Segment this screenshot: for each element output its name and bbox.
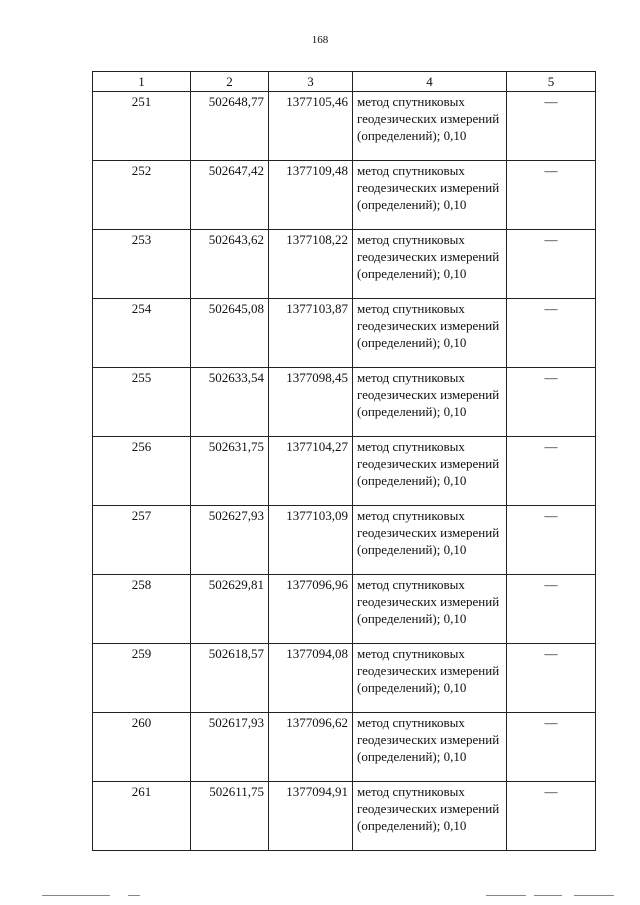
y-coordinate-cell: 1377103,87	[269, 299, 353, 368]
method-cell: метод спутниковых геодезических измерений (определений); 0,10	[353, 161, 507, 230]
y-coordinate-cell: 1377109,48	[269, 161, 353, 230]
x-coordinate-cell: 502611,75	[191, 782, 269, 851]
point-number-cell: 259	[93, 644, 191, 713]
y-coordinate-cell: 1377108,22	[269, 230, 353, 299]
note-cell	[507, 299, 596, 368]
header-col-1: 1	[93, 72, 191, 92]
header-col-5: 5	[507, 72, 596, 92]
method-cell: метод спутниковых геодезических измерений (определений); 0,10	[353, 368, 507, 437]
table-row	[93, 92, 596, 161]
point-number-cell: 253	[93, 230, 191, 299]
method-cell: метод спутниковых геодезических измерений (определений); 0,10	[353, 575, 507, 644]
note-cell	[507, 506, 596, 575]
note-cell	[507, 368, 596, 437]
note-dash: —	[544, 508, 558, 523]
method-cell: метод спутниковых геодезических измерений (определений); 0,10	[353, 299, 507, 368]
point-number-cell: 254	[93, 299, 191, 368]
y-coordinate-cell: 1377098,45	[269, 368, 353, 437]
table-row	[93, 230, 596, 299]
x-coordinate-cell: 502627,93	[191, 506, 269, 575]
method-cell: метод спутниковых геодезических измерений (определений); 0,10	[353, 644, 507, 713]
header-col-2: 2	[191, 72, 269, 92]
note-dash: —	[544, 715, 558, 730]
x-coordinate-cell: 502617,93	[191, 713, 269, 782]
point-number-cell: 260	[93, 713, 191, 782]
y-coordinate-cell: 1377094,08	[269, 644, 353, 713]
method-cell: метод спутниковых геодезических измерений (определений); 0,10	[353, 92, 507, 161]
note-dash: —	[544, 784, 558, 799]
method-cell: метод спутниковых геодезических измерений (определений); 0,10	[353, 437, 507, 506]
header-col-3: 3	[269, 72, 353, 92]
note-cell	[507, 230, 596, 299]
x-coordinate-cell: 502647,42	[191, 161, 269, 230]
point-number-cell: 261	[93, 782, 191, 851]
point-number-cell: 258	[93, 575, 191, 644]
table-row	[93, 782, 596, 851]
table-row	[93, 161, 596, 230]
point-number-cell: 256	[93, 437, 191, 506]
note-cell	[507, 161, 596, 230]
y-coordinate-cell: 1377096,62	[269, 713, 353, 782]
table-row	[93, 713, 596, 782]
y-coordinate-cell: 1377096,96	[269, 575, 353, 644]
scan-edge-marks	[0, 895, 640, 901]
x-coordinate-cell: 502618,57	[191, 644, 269, 713]
point-number-cell: 252	[93, 161, 191, 230]
header-col-4: 4	[353, 72, 507, 92]
method-cell: метод спутниковых геодезических измерений (определений); 0,10	[353, 230, 507, 299]
table-row	[93, 644, 596, 713]
x-coordinate-cell: 502629,81	[191, 575, 269, 644]
y-coordinate-cell: 1377103,09	[269, 506, 353, 575]
note-dash: —	[544, 439, 558, 454]
table-row	[93, 506, 596, 575]
table-row	[93, 437, 596, 506]
y-coordinate-cell: 1377105,46	[269, 92, 353, 161]
method-cell: метод спутниковых геодезических измерений (определений); 0,10	[353, 782, 507, 851]
note-cell	[507, 713, 596, 782]
table-row	[93, 575, 596, 644]
coordinates-table	[92, 71, 596, 851]
note-dash: —	[544, 370, 558, 385]
y-coordinate-cell: 1377094,91	[269, 782, 353, 851]
table-header-row	[93, 72, 596, 92]
method-cell: метод спутниковых геодезических измерений (определений); 0,10	[353, 506, 507, 575]
x-coordinate-cell: 502633,54	[191, 368, 269, 437]
note-dash: —	[544, 577, 558, 592]
point-number-cell: 251	[93, 92, 191, 161]
note-cell	[507, 437, 596, 506]
table-row	[93, 368, 596, 437]
x-coordinate-cell: 502643,62	[191, 230, 269, 299]
point-number-cell: 255	[93, 368, 191, 437]
x-coordinate-cell: 502631,75	[191, 437, 269, 506]
page-number: 168	[311, 34, 329, 46]
note-dash: —	[544, 301, 558, 316]
y-coordinate-cell: 1377104,27	[269, 437, 353, 506]
note-dash: —	[544, 94, 558, 109]
note-cell	[507, 644, 596, 713]
note-dash: —	[544, 163, 558, 178]
point-number-cell: 257	[93, 506, 191, 575]
note-dash: —	[544, 646, 558, 661]
method-cell: метод спутниковых геодезических измерений (определений); 0,10	[353, 713, 507, 782]
x-coordinate-cell: 502648,77	[191, 92, 269, 161]
note-cell	[507, 575, 596, 644]
table-row	[93, 299, 596, 368]
note-cell	[507, 92, 596, 161]
note-dash: —	[544, 232, 558, 247]
note-cell	[507, 782, 596, 851]
x-coordinate-cell: 502645,08	[191, 299, 269, 368]
